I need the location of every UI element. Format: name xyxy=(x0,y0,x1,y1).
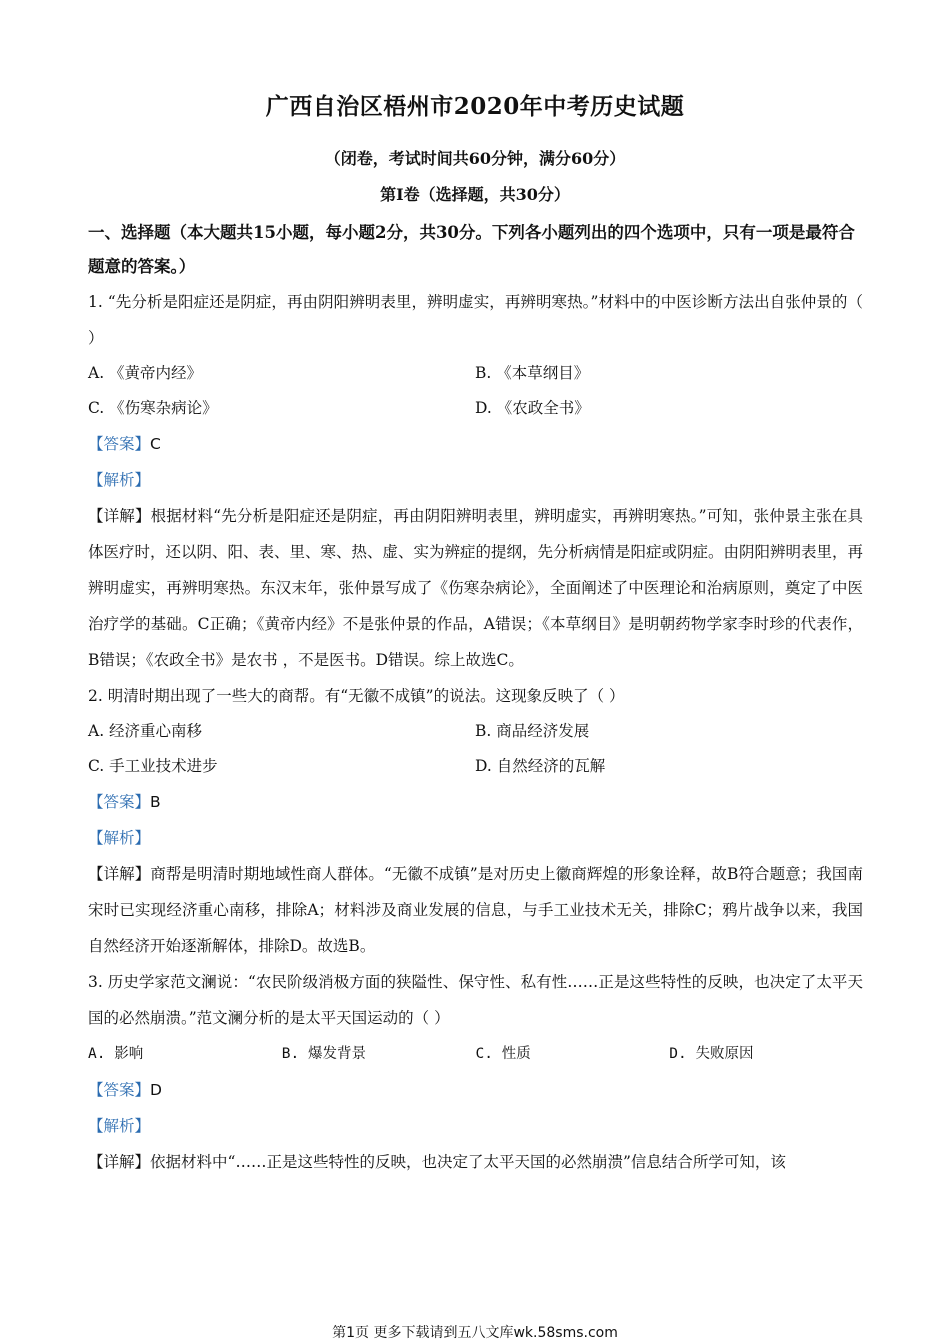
question-1 xyxy=(88,284,863,678)
options xyxy=(88,714,863,784)
analysis-label: 【解析】 xyxy=(88,1117,151,1135)
detail-label: 【详解】 xyxy=(88,865,151,883)
option-d: D. 失败原因 xyxy=(669,1046,754,1062)
answer-value: C xyxy=(150,435,161,453)
question-stem: 1. “先分析是阳症还是阴症，再由阴阳辨明表里，辨明虚实，再辨明寒热。”材料中的中医诊断方法出自张仲景的（ ） xyxy=(88,293,863,347)
detail-paragraph xyxy=(88,1144,863,1180)
option-a: A. 影响 xyxy=(88,1046,144,1062)
answer-line xyxy=(88,1072,863,1108)
option-a: A. 经济重心南移 xyxy=(88,722,203,740)
option-c: C. 性质 xyxy=(475,1046,531,1062)
detail-text: 依据材料中“……正是这些特性的反映，也决定了太平天国的必然崩溃”信息结合所学可知，该 xyxy=(150,1153,786,1171)
option-d: D. 《农政全书》 xyxy=(475,399,590,417)
analysis-line xyxy=(88,1108,863,1144)
section-heading: 一、选择题（本大题共15小题，每小题2分，共30分。下列各小题列出的四个选项中，只有一项是最符合题意的答案。） xyxy=(88,223,855,276)
question-stem: 2. 明清时期出现了一些大的商帮。有“无徽不成镇”的说法。这现象反映了（ ） xyxy=(88,687,625,705)
detail-paragraph xyxy=(88,856,863,964)
option-b: B. 爆发背景 xyxy=(281,1046,366,1062)
answer-label: 【答案】 xyxy=(88,1081,151,1099)
page-footer: 第1页 更多下载请到五八文库wk.58sms.com xyxy=(332,1325,618,1341)
page-title: 广西自治区梧州市2020年中考历史试题 xyxy=(265,93,685,120)
option-b: B. 《本草纲目》 xyxy=(475,364,590,382)
option-c: C. 手工业技术进步 xyxy=(88,757,218,775)
option-a: A. 《黄帝内经》 xyxy=(88,364,203,382)
exam-info: （闭卷，考试时间共60分钟，满分60分） xyxy=(324,149,626,168)
detail-paragraph xyxy=(88,498,863,678)
analysis-line xyxy=(88,462,863,498)
question-3 xyxy=(88,964,863,1180)
analysis-line xyxy=(88,820,863,856)
answer-line xyxy=(88,784,863,820)
answer-label: 【答案】 xyxy=(88,435,151,453)
option-b: B. 商品经济发展 xyxy=(475,722,590,740)
detail-label: 【详解】 xyxy=(88,507,151,525)
options xyxy=(88,356,863,426)
question-stem: 3. 历史学家范文澜说：“农民阶级消极方面的狭隘性、保守性、私有性……正是这些特性的反映，也决定了太平天国的必然崩溃。”范文澜分析的是太平天国运动的（ ） xyxy=(88,973,863,1027)
answer-line xyxy=(88,426,863,462)
content xyxy=(88,216,863,1180)
detail-text: 商帮是明清时期地域性商人群体。“无徽不成镇”是对历史上徽商辉煌的形象诠释，故B符合题意；我国南宋时已实现经济重心南移，排除A；材料涉及商业发展的信息，与手工业技术无关，排除C；鸦片战争以来，我国自然经济开始逐渐解体，排除D。故选B。 xyxy=(88,865,863,955)
options xyxy=(88,1036,863,1072)
detail-label: 【详解】 xyxy=(88,1153,151,1171)
detail-text: 根据材料“先分析是阳症还是阴症，再由阴阳辨明表里，辨明虚实，再辨明寒热。”可知，张仲景主张在具体医疗时，还以阴、阳、表、里、寒、热、虚、实为辨症的提纲，先分析病情是阳症或阴症。由阴阳辨明表里，再辨明虚实，再辨明寒热。东汉末年，张仲景写成了《伤寒杂病论》，全面阐述了中医理论和治病原则，奠定了中医治疗学的基础。C正确；《黄帝内经》不是张仲景的作品，A错误；《本草纲目》是明朝药物学家李时珍的代表作，B错误；《农政全书》是农书 ，不是医书。D错误。综上故选C。 xyxy=(88,507,864,669)
answer-value: B xyxy=(150,793,161,811)
volume-heading: 第Ⅰ卷（选择题，共30分） xyxy=(380,185,570,204)
option-c: C. 《伤寒杂病论》 xyxy=(88,399,218,417)
analysis-label: 【解析】 xyxy=(88,829,151,847)
analysis-label: 【解析】 xyxy=(88,471,151,489)
answer-label: 【答案】 xyxy=(88,793,151,811)
option-d: D. 自然经济的瓦解 xyxy=(475,757,606,775)
question-2 xyxy=(88,678,863,964)
answer-value: D xyxy=(150,1081,162,1099)
